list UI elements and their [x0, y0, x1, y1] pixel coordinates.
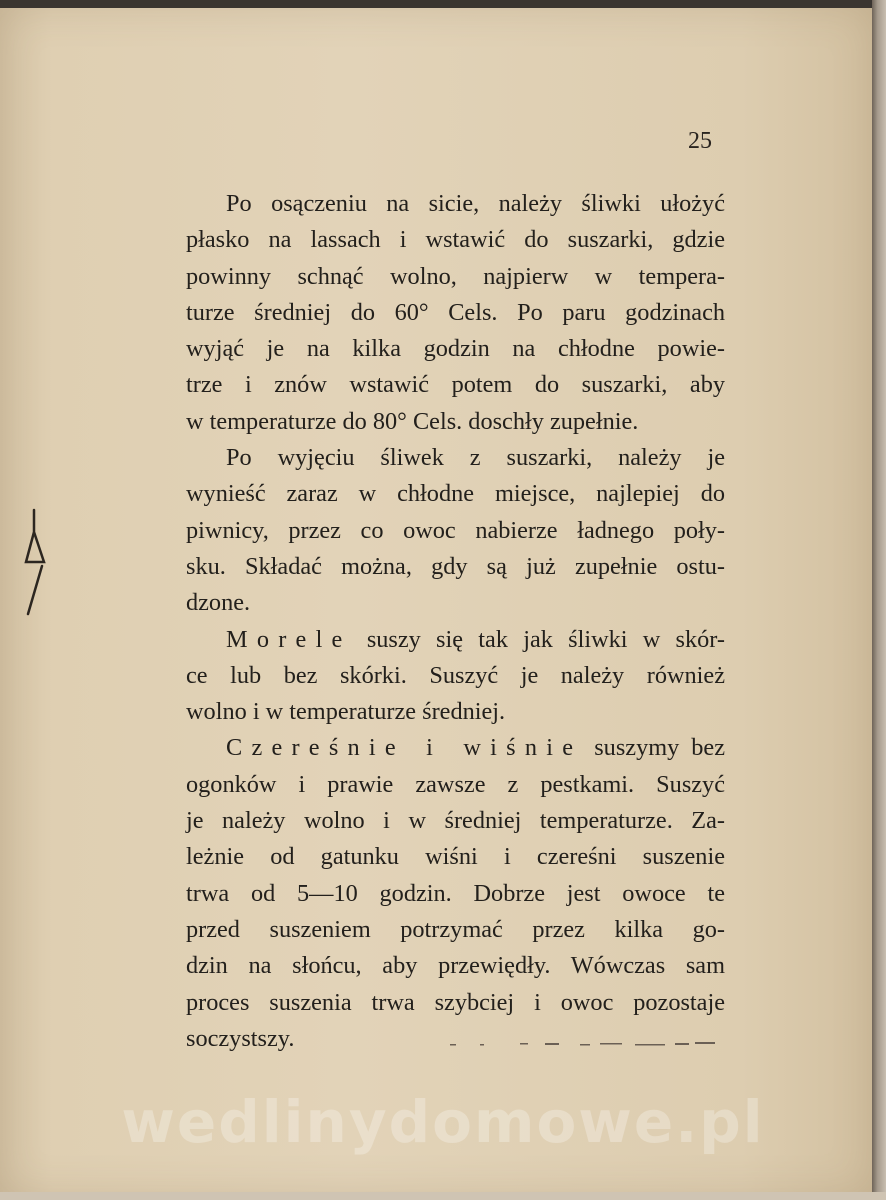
text-run: suszymy bez — [582, 734, 725, 762]
text-line: dzin na słońcu, aby przewiędły. Wówczas sam — [186, 952, 725, 980]
margin-pencil-mark — [16, 506, 52, 618]
text-line: Po osączeniu na sicie, należy śliwki ułożyć — [226, 190, 725, 217]
watermark: wedlinydomowe.pl — [121, 1088, 765, 1156]
paragraph-drying-plums — [186, 186, 725, 440]
text-line — [186, 730, 725, 766]
text-line: Po wyjęciu śliwek z suszarki, należy je — [226, 444, 725, 472]
text-line: je należy wolno i w średniej temperaturze. Za- — [186, 807, 725, 835]
text-line — [186, 622, 725, 658]
text-line: przed suszeniem potrzymać przez kilka go- — [186, 915, 725, 943]
spaced-term: Morele — [226, 625, 352, 653]
page-edge-shadow — [872, 0, 886, 1200]
text-line: leżnie od gatunku wiśni i czereśni suszenie — [186, 843, 725, 871]
print-smudge-dots — [450, 1038, 720, 1050]
page-number: 25 — [688, 128, 712, 154]
text-line: soczystszy. — [186, 1024, 295, 1052]
text-line: płasko na lassach i wstawić do suszarki, gdzie — [186, 226, 725, 254]
text-line: wolno i w temperaturze średniej. — [186, 698, 506, 726]
body-text — [186, 186, 725, 1057]
text-line: piwnicy, przez co owoc nabierze ładnego poły- — [186, 516, 725, 544]
text-line: wyjąć je na kilka godzin na chłodne powie- — [186, 335, 725, 363]
text-line: wynieść zaraz w chłodne miejsce, najlepiej do — [186, 480, 725, 508]
paragraph-cooling-plums — [186, 440, 725, 621]
paragraph-cherries — [186, 730, 725, 1057]
spaced-term: Czereśnie i wiśnie — [226, 734, 583, 762]
paragraph-apricots — [186, 622, 725, 731]
text-line: powinny schnąć wolno, najpierw w tempera- — [186, 262, 725, 290]
text-line: turze średniej do 60° Cels. Po paru godzinach — [186, 298, 725, 326]
text-run: suszy się tak jak śliwki w skór- — [351, 625, 725, 653]
book-page — [0, 8, 872, 1194]
text-line: sku. Składać można, gdy są już zupełnie ostu- — [186, 552, 725, 580]
text-line: dzone. — [186, 589, 251, 617]
text-line: ogonków i prawie zawsze z pestkami. Suszyć — [186, 770, 725, 798]
text-line: trwa od 5—10 godzin. Dobrze jest owoce te — [186, 879, 725, 907]
text-line: proces suszenia trwa szybciej i owoc pozostaje — [186, 988, 725, 1016]
text-line: ce lub bez skórki. Suszyć je należy również — [186, 661, 725, 689]
page-bottom-edge — [0, 1192, 886, 1200]
text-line: trze i znów wstawić potem do suszarki, aby — [186, 371, 725, 399]
text-line: w temperaturze do 80° Cels. doschły zupełnie. — [186, 407, 639, 435]
